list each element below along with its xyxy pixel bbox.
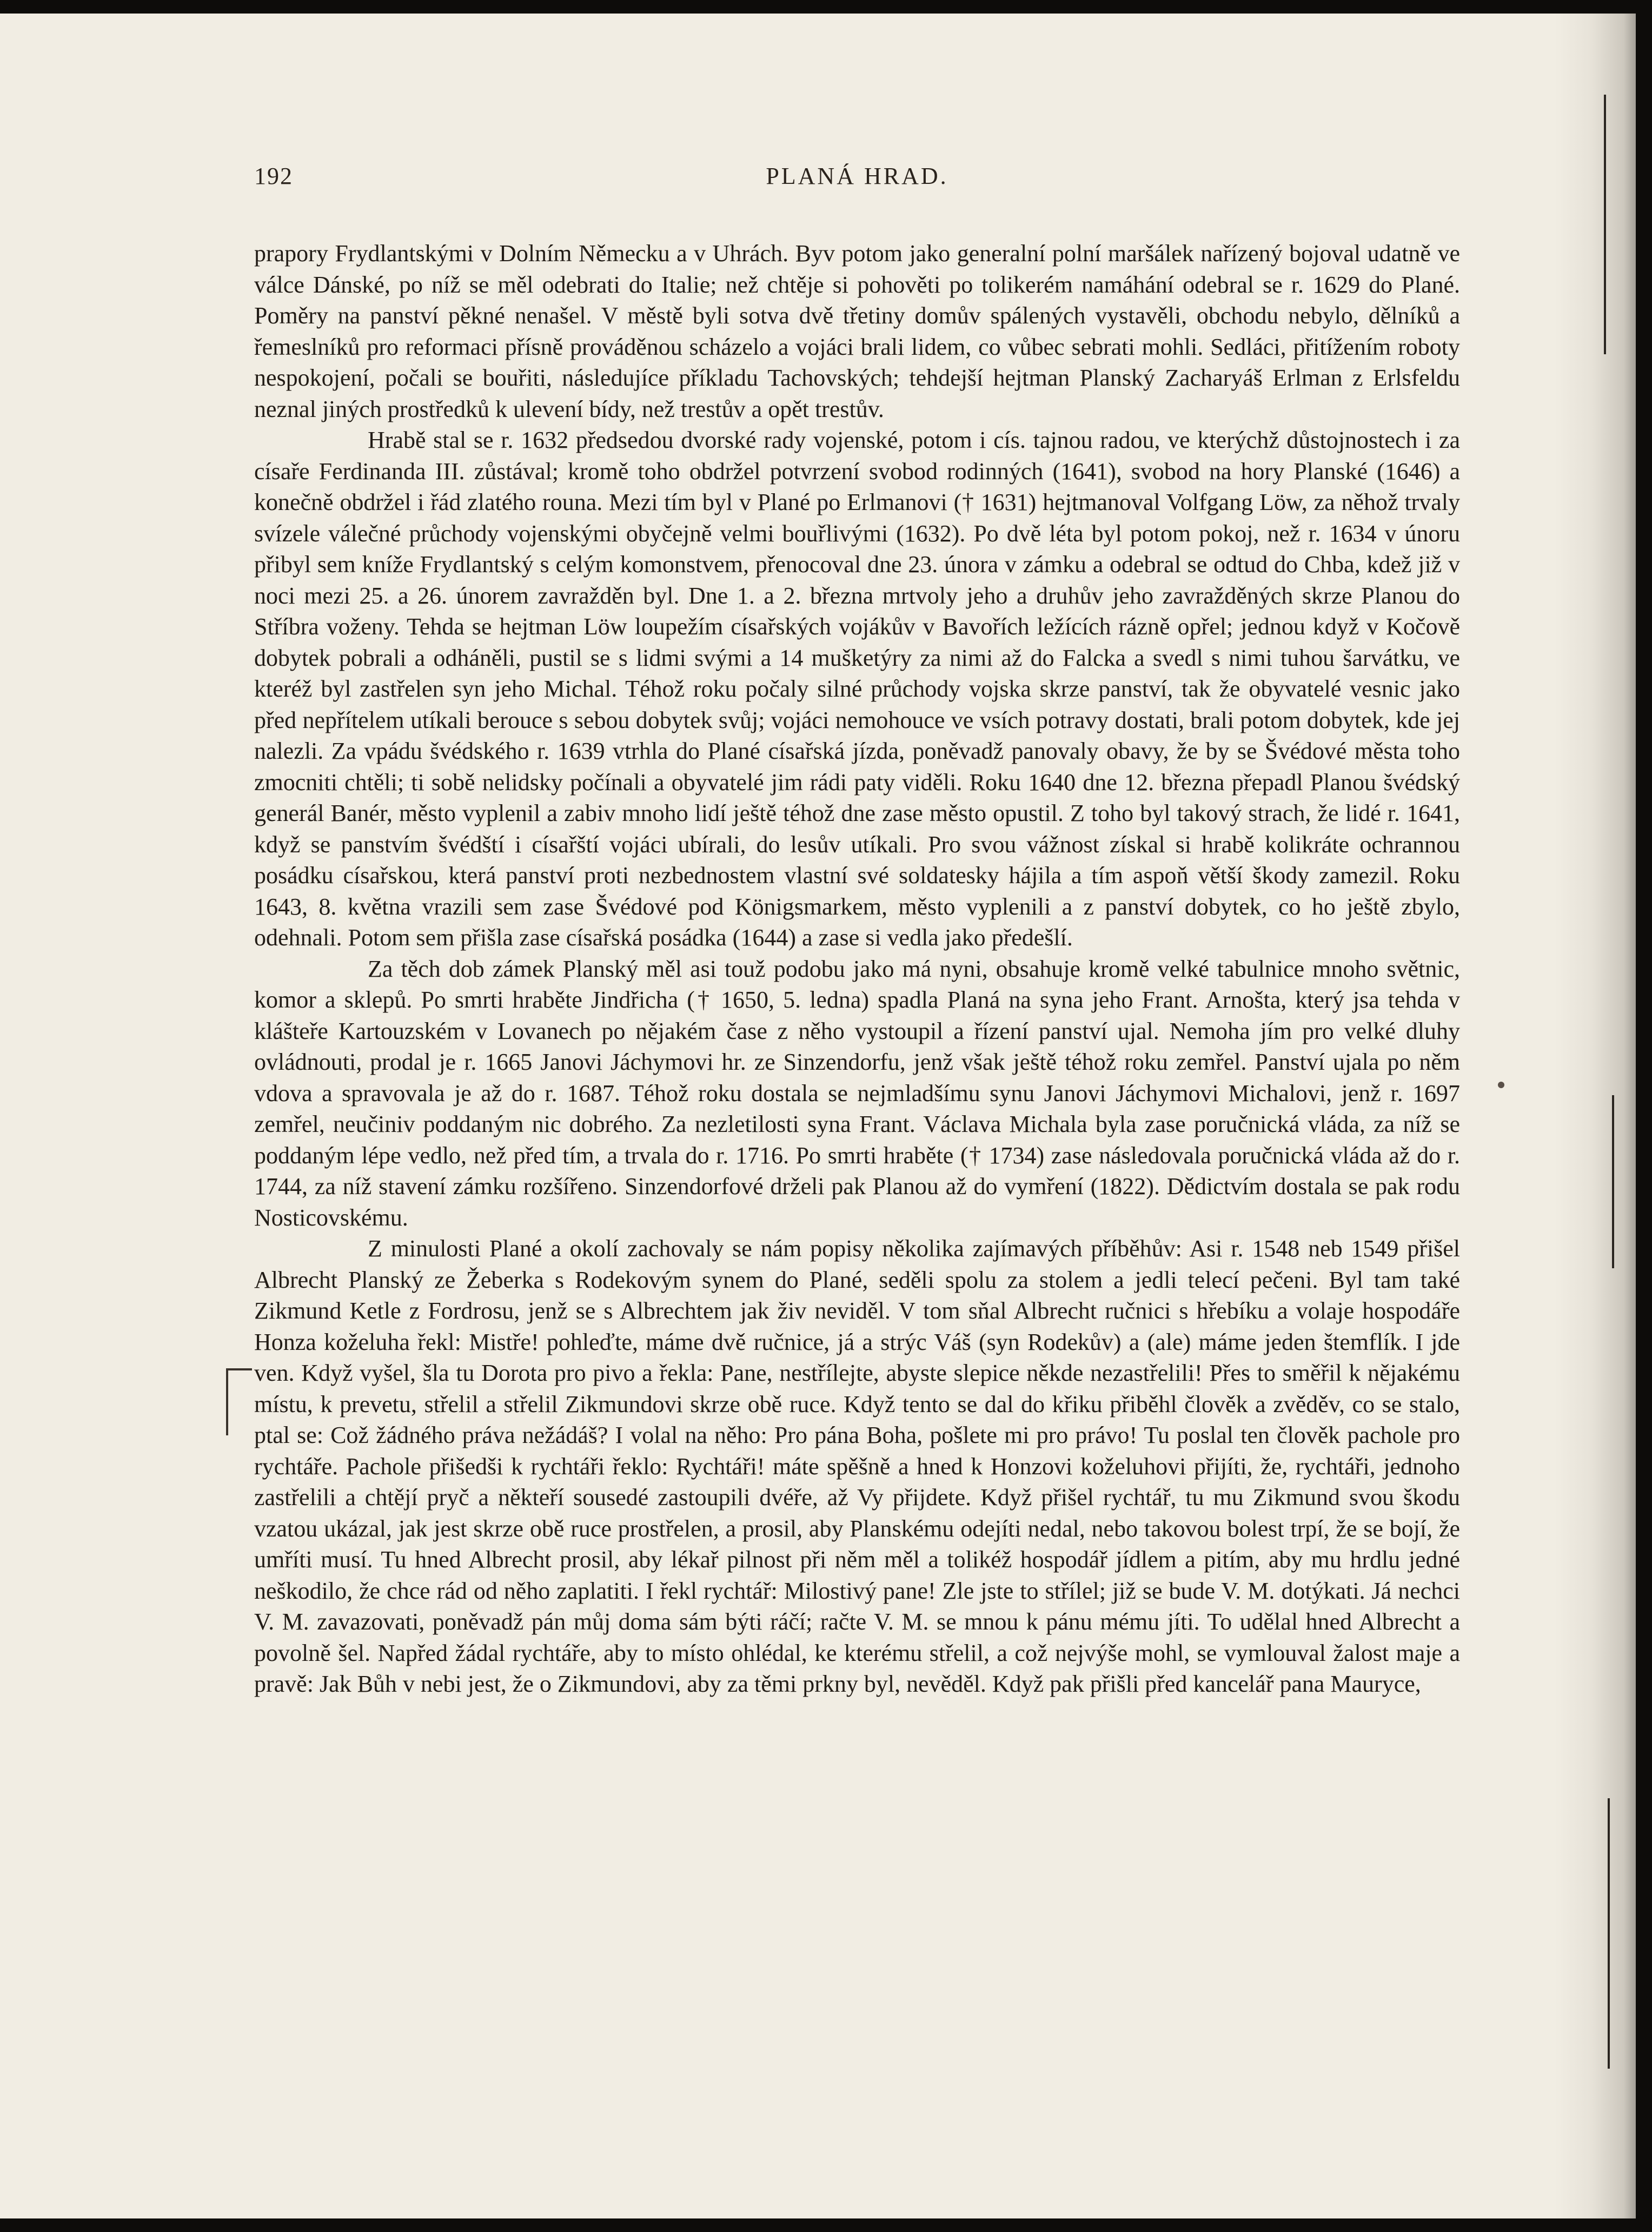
body-text xyxy=(254,238,1460,1700)
section-bracket-mark xyxy=(226,1368,252,1435)
paragraph: Hrabě stal se r. 1632 předsedou dvorské rady vojenské, potom i cís. tajnou radou, ve kterýchž důstojnostech i za císaře Ferdinanda III. zůstával; kromě toho obdržel potvrzení svobod rodinných (1641), svobod na hory Planské (1646) a konečně obdržel i řád zlatého rouna. Mezi tím byl v Plané po Erlmanovi († 1631) hejtmanoval Volfgang Löw, za něhož trvaly svízele válečné průchody vojenskými obyčejně velmi bouřlivými (1632). Po dvě léta byl potom pokoj, než r. 1634 v únoru přibyl sem kníže Frydlantský s celým komonstvem, přenocoval dne 23. února v zámku a odebral se odtud do Chba, kdež již v noci mezi 25. a 26. únorem zavražděn byl. Dne 1. a 2. března mrtvoly jeho a druhův jeho zavražděných skrze Planou do Stříbra voženy. Tehda se hejtman Löw loupežím císařských vojákův v Bavořích ležících rázně opřel; jednou když v Kočově dobytek pobrali a odháněli, pustil se s lidmi svými a 14 mušketýry za nimi až do Falcka a svedl s nimi tuhou šarvátku, ve kteréž byl zastřelen syn jeho Michal. Téhož roku počaly silné průchody vojska skrze panství, tak že obyvatelé vesnic jako před nepřítelem utíkali berouce s sebou dobytek svůj; vojáci nemohouce ve vsích potravy dostati, brali potom dobytek, kde jej nalezli. Za vpádu švédského r. 1639 vtrhla do Plané císařská jízda, poněvadž panovaly obavy, že by se Švédové města toho zmocniti chtěli; ti sobě nelidsky počínali a obyvatelé jim rádi paty viděli. Roku 1640 dne 12. března přepadl Planou švédský generál Banér, město vyplenil a zabiv mnoho lidí ještě téhož dne zase město opustil. Z toho byl takový strach, že lidé r. 1641, když se panstvím švédští i císařští vojáci ubírali, do lesův utíkali. Pro svou vážnost získal si hrabě kolikráte ochrannou posádku císařskou, která panství proti nezbednostem vlastní své soldatesky hájila a tím aspoň větší škody zamezil. Roku 1643, 8. května vrazili sem zase Švédové pod Königsmarkem, město vyplenili a z panství dobytek, co ho ještě zbylo, odehnali. Potom sem přišla zase císařská posádka (1644) a zase si vedla jako předešlí. xyxy=(254,427,1460,951)
page-number: 192 xyxy=(254,163,293,189)
page-edge-line xyxy=(1612,1095,1614,1268)
page-edge-line xyxy=(1608,1798,1610,2069)
page-header xyxy=(254,162,1460,206)
running-title: PLANÁ HRAD. xyxy=(766,163,948,189)
paragraph: Z minulosti Plané a okolí zachovaly se nám popisy několika zajímavých příběhův: Asi r. 1548 neb 1549 přišel Albrecht Planský ze Žeberka s Rodekovým synem do Plané, seděli spolu za stolem a jedli telecí pečeni. Byl tam také Zikmund Ketle z Fordrosu, jenž se s Albrechtem jak živ neviděl. V tom sňal Albrecht ručnici s hřebíku a volaje hospodáře Honza koželuha řekl: Mistře! pohleďte, máme dvě ručnice, já a strýc Váš (syn Rodekův) a (ale) máme jeden štemflík. I jde ven. Když vyšel, šla tu Dorota pro pivo a řekla: Pane, nestřílejte, abyste slepice někde nezastřelili! Přes to směřil k nějakému místu, k prevetu, střelil a střelil Zikmundovi skrze obě ruce. Když tento se dal do křiku přiběhl člověk a zvěděv, co se stalo, ptal se: Což žádného práva nežádáš? I volal na něho: Pro pána Boha, pošlete mi pro právo! Tu poslal ten člověk pachole pro rychtáře. Pachole přišedši k rychtáři řeklo: Rychtáři! máte spěšně a hned k Honzovi koželuhovi přijíti, že, rychtáři, jednoho zastřelili a chtějí pryč a někteří sousedé zastoupili dvéře, až Vy přijdete. Když přišel rychtář, tu mu Zikmund svou škodu vzatou ukázal, jak jest skrze obě ruce prostřelen, a prosil, aby Planskému odejíti nedal, nebo takovou bolest trpí, že se bojí, že umříti musí. Tu hned Albrecht prosil, aby lékař pilnost při něm měl a tolikéž hospodář jídlem a pitím, aby mu hrdlu jedné neškodilo, že chce rád od něho zaplatiti. I řekl rychtář: Milostivý pane! Zle jste to střílel; již se bude V. M. dotýkati. Já nechci V. M. zavazovati, poněvadž pán můj doma sám býti ráčí; račte V. M. se mnou k pánu mému jíti. To udělal hned Albrecht a povolně šel. Napřed žádal rychtáře, aby to místo ohlédal, ke kterému střelil, a což nejvýše mohl, se vymlouval žalost maje a pravě: Jak Bůh v nebi jest, že o Zikmundovi, aby za těmi prkny byl, nevěděl. Když pak přišli před kancelář pana Mauryce, xyxy=(254,1235,1460,1697)
margin-dot xyxy=(1498,1082,1504,1088)
paragraph: Za těch dob zámek Planský měl asi touž podobu jako má nyni, obsahuje kromě velké tabulnice mnoho světnic, komor a sklepů. Po smrti hraběte Jindřicha († 1650, 5. ledna) spadla Planá na syna jeho Frant. Arnošta, který jsa tehda v klášteře Kartouzském v Lovanech po nějakém čase z něho vystoupil a řízení panství ujal. Nemoha jím pro velké dluhy ovládnouti, prodal je r. 1665 Janovi Jáchymovi hr. ze Sinzendorfu, jenž však ještě téhož roku zemřel. Panství ujala po něm vdova a spravovala je až do r. 1687. Téhož roku dostala se nejmladšímu synu Janovi Jáchymovi Michalovi, jenž r. 1697 zemřel, neučiniv poddaným nic dobrého. Za nezletilosti syna Frant. Václava Michala byla zase poručnická vláda, za níž se poddaným lépe vedlo, než před tím, a trvala do r. 1716. Po smrti hraběte († 1734) zase následovala poručnická vláda až do r. 1744, za níž stavení zámku rozšířeno. Sinzendorfové drželi pak Planou až do vymření (1822). Dědictvím dostala se pak rodu Nosticovskému. xyxy=(254,955,1460,1231)
page-edge-line xyxy=(1604,95,1606,354)
paragraph: prapory Frydlantskými v Dolním Německu a v Uhrách. Byv potom jako generalní polní maršálek nařízený bojoval udatně ve válce Dánské, po níž se měl odebrati do Italie; než chtěje si pohověti po tolikerém namáhání odebral se r. 1629 do Plané. Poměry na panství pěkné nenašel. V městě byli sotva dvě třetiny domův spálených vystavěli, obchodu nebylo, dělníků a řemeslníků pro reformaci přísně prováděnou scházelo a vojáci brali lidem, co vůbec sebrati mohli. Sedláci, přitížením roboty nespokojení, počali se bouřiti, následujíce příkladu Tachovských; tehdejší hejtman Planský Zacharyáš Erlman z Erlsfeldu neznal jiných prostředků k ulevení bídy, než trestův a opět trestův. xyxy=(254,240,1460,422)
page-spine-shadow xyxy=(1555,14,1636,2218)
